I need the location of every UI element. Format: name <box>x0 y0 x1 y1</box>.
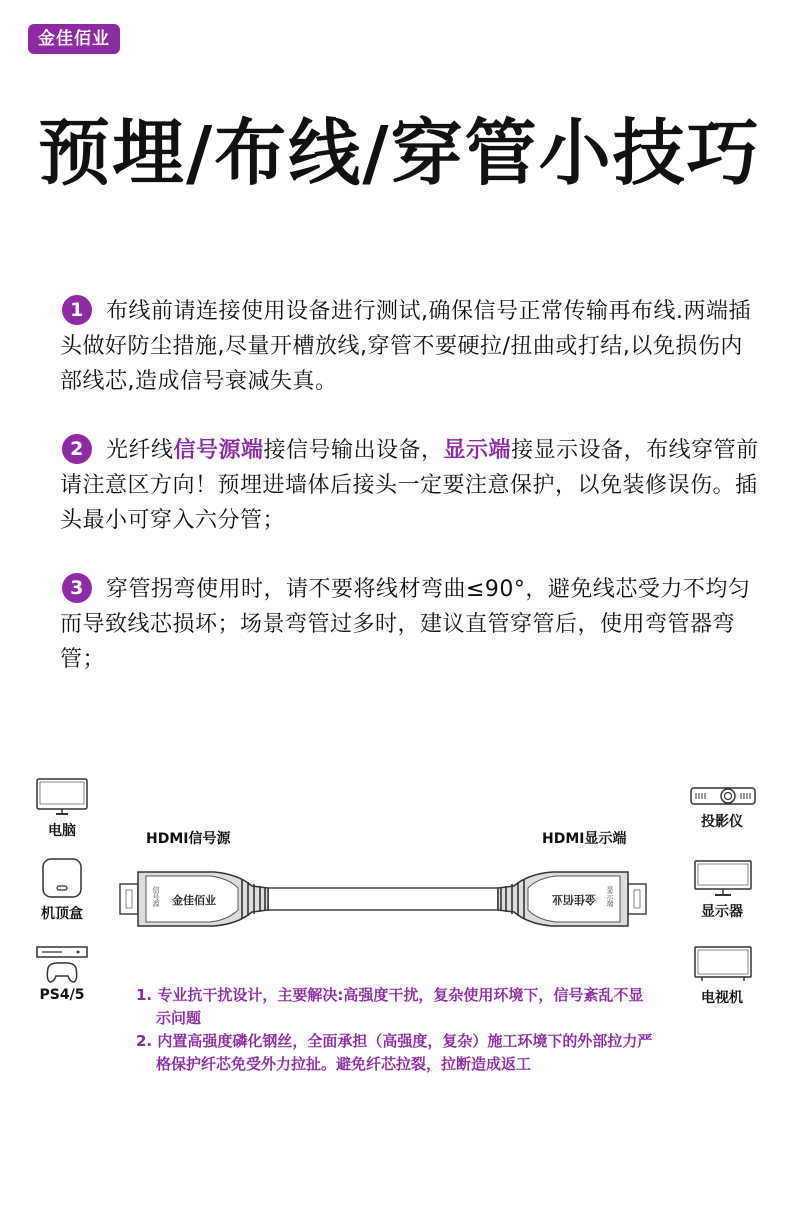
tip-number-badge: 2 <box>62 434 92 464</box>
page-title: 预埋/布线/穿管小技巧 <box>38 111 761 195</box>
tip-2 <box>60 433 760 538</box>
device-label-display: 显示器 <box>701 904 743 920</box>
tv-icon <box>694 946 752 984</box>
left-plug-brand: 金佳佰业 <box>172 894 216 907</box>
device-label-projector: 投影仪 <box>701 814 743 830</box>
device-label-tv: 电视机 <box>701 990 743 1006</box>
right-plug-tag: 显示端 <box>606 886 614 907</box>
left-plug-tag: 信号源 <box>152 886 160 907</box>
feature-note-2: 2. 内置高强度磷化钢丝，全面承担（高强度，复杂）施工环境下的外部拉力严格保护纤芯免受外力拉扯。避免纤芯拉裂，拉断造成返工 <box>136 1032 653 1073</box>
tip-text-pre: 光纤线 <box>106 438 174 463</box>
source-end-label: HDMI信号源 <box>146 831 231 847</box>
monitor-icon <box>36 778 88 818</box>
tip-1 <box>60 294 760 399</box>
device-label-stb: 机顶盒 <box>41 906 83 922</box>
display-icon <box>694 860 752 898</box>
device-label-pc: 电脑 <box>48 823 76 839</box>
tip-number-badge: 1 <box>62 295 92 325</box>
tip-text: 穿管拐弯使用时，请不要将线材弯曲≤90°，避免线芯受力不均匀而导致线芯损坏；场景弯管过多时，建议直管穿管后，使用弯管器弯管； <box>60 577 751 672</box>
feature-notes <box>136 984 656 1076</box>
right-plug-brand: 金佳佰业 <box>552 893 596 906</box>
tip-text: 布线前请连接使用设备进行测试,确保信号正常传输再布线.两端插头做好防尘措施,尽量开槽放线,穿管不要硬拉/扭曲或打结,以免损伤内部线芯,造成信号衰减失真。 <box>60 299 751 394</box>
projector-icon <box>690 786 756 806</box>
feature-note-1: 1. 专业抗干扰设计，主要解决:高强度干扰，复杂使用环境下，信号紊乱不显示问题 <box>136 986 644 1027</box>
device-label-console: PS4/5 <box>39 987 85 1003</box>
game-console-icon <box>36 946 88 986</box>
tip-text-mid: 接信号输出设备， <box>263 438 444 463</box>
set-top-box-icon <box>42 858 82 898</box>
hdmi-fiber-cable <box>118 866 648 936</box>
display-end-label: HDMI显示端 <box>542 831 627 847</box>
brand-logo: 金佳佰业 <box>28 24 120 54</box>
highlight-display-end: 显示端 <box>443 438 512 463</box>
highlight-source-end: 信号源端 <box>173 438 264 463</box>
tip-text-post: 接显示设备，布线穿管前请注意区方向！预埋进墙体后接头一定要注意保护，以免装修误伤。插头最小可穿入六分管； <box>60 438 759 533</box>
tip-number-badge: 3 <box>62 573 92 603</box>
tip-3 <box>60 572 760 677</box>
